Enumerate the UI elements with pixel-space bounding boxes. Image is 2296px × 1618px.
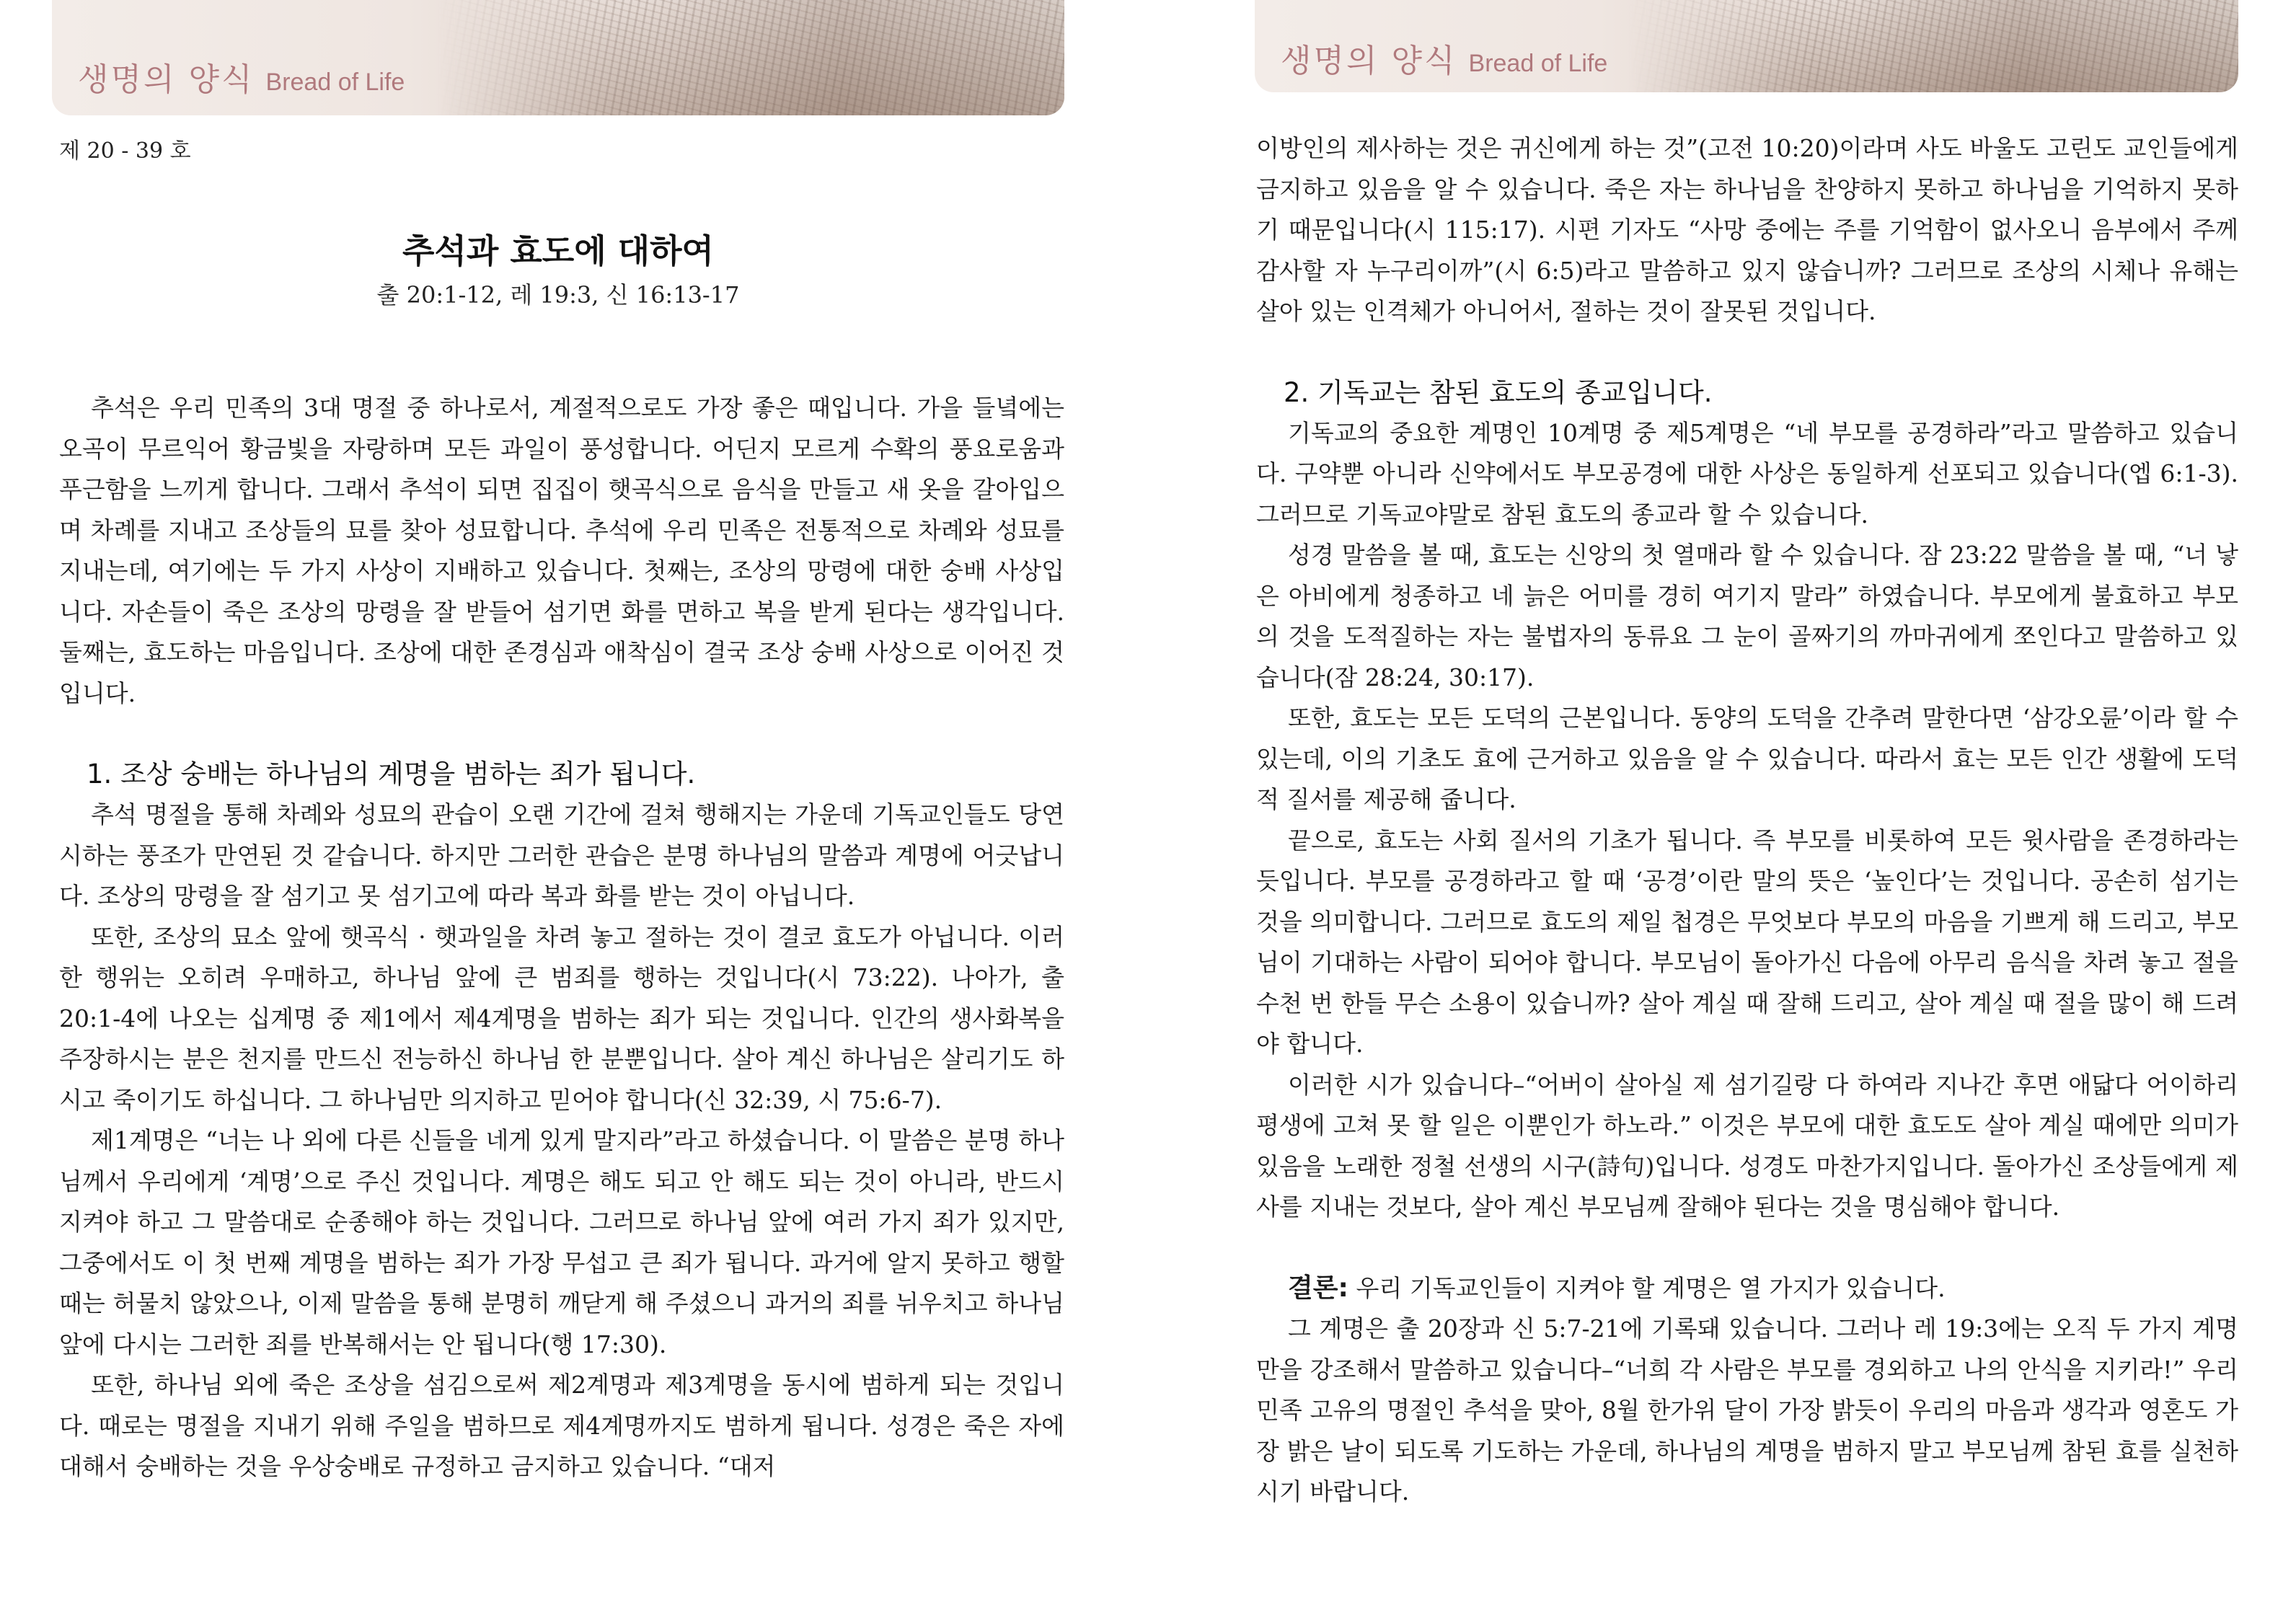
section-2-heading: 2. 기독교는 참된 효도의 종교입니다. (1284, 376, 1713, 408)
right-column-body (1256, 128, 2238, 1513)
banner-title-right (1281, 35, 1607, 81)
banner-title-korean-right: 생명의 양식 (1281, 43, 1457, 79)
section-1-paragraph-4: 또한, 하나님 외에 죽은 조상을 섬김으로써 제2계명과 제3계명을 동시에 범하게 되는 것입니다. 때로는 명절을 지내기 위해 주일을 범하므로 제4계명까지도 범하게 됩니다. 성경은 죽은 자에 대해서 숭배하는 것을 우상숭배로 규정하고 금지하고 있습니다. “대저 (59, 1371, 1064, 1480)
continued-paragraph: 이방인의 제사하는 것은 귀신에게 하는 것”(고전 10:20)이라며 사도 바울도 고린도 교인들에게 금지하고 있음을 알 수 있습니다. 죽은 자는 하나님을 찬양하지 못하고 하나님을 기억하지 못하기 때문입니다(시 115:17). 시편 기자도 “사망 중에는 주를 기억함이 없사오니 음부에서 주께 감사할 자 누구리이까”(시 6:5)라고 말씀하고 있지 않습니까? 그러므로 조상의 시체나 유해는 살아 있는 인격체가 아니어서, 절하는 것이 잘못된 것입니다. (1256, 134, 2238, 325)
banner-photo-texture (437, 0, 1064, 115)
header-banner (52, 0, 1064, 115)
conclusion-first-line (1256, 1268, 2238, 1309)
intro-paragraph: 추석은 우리 민족의 3대 명절 중 하나로서, 계절적으로도 가장 좋은 때입니다. 가을 들녘에는 오곡이 무르익어 황금빛을 자랑하며 모든 과일이 풍성합니다. 어딘지 모르게 수확의 풍요로움과 푸근함을 느끼게 합니다. 그래서 추석이 되면 집집이 햇곡식으로 음식을 만들고 새 옷을 갈아입으며 차례를 지내고 조상들의 묘를 찾아 성묘합니다. 추석에 우리 민족은 전통적으로 차례와 성묘를 지내는데, 여기에는 두 가지 사상이 지배하고 있습니다. 첫째는, 조상의 망령에 대한 숭배 사상입니다. 자손들이 죽은 조상의 망령을 잘 받들어 섬기면 화를 면하고 복을 받게 된다는 생각입니다. 둘째는, 효도하는 마음입니다. 조상에 대한 존경심과 애착심이 결국 조상 숭배 사상으로 이어진 것입니다. (59, 394, 1064, 707)
right-page (1148, 0, 2296, 1618)
sermon-title: 추석과 효도에 대하여 (402, 231, 714, 270)
banner-title (78, 53, 405, 100)
issue-number: 제 20 - 39 호 (59, 138, 191, 164)
banner-title-english-right: Bread of Life (1468, 50, 1608, 77)
banner-title-korean: 생명의 양식 (78, 61, 255, 98)
scripture-reference: 출 20:1-12, 레 19:3, 신 16:13-17 (376, 281, 740, 309)
conclusion-first-text: 우리 기독교인들이 지켜야 할 계명은 열 가지가 있습니다. (1356, 1273, 1946, 1302)
header-banner-right (1255, 0, 2238, 92)
section-2-paragraph-5: 이러한 시가 있습니다–“어버이 살아실 제 섬기길랑 다 하여라 지나간 후면 애닯다 어이하리 평생에 고쳐 못 할 일은 이뿐인가 하노라.” 이것은 부모에 대한 효도도 살아 계실 때에만 의미가 있음을 노래한 정철 선생의 시구(詩句)입니다. 성경도 마찬가지입니다. 돌아가신 조상들에게 제사를 지내는 것보다, 살아 계신 부모님께 잘해야 된다는 것을 명심해야 합니다. (1256, 1070, 2238, 1221)
section-2-paragraph-4: 끝으로, 효도는 사회 질서의 기초가 됩니다. 즉 부모를 비롯하여 모든 윗사람을 존경하라는 듯입니다. 부모를 공경하라고 할 때 ‘공경’이란 말의 뜻은 ‘높인다’는 것입니다. 공손히 섬기는 것을 의미합니다. 그러므로 효도의 제일 첩경은 무엇보다 부모의 마음을 기쁘게 해 드리고, 부모님이 기대하는 사람이 되어야 합니다. 부모님이 돌아가신 다음에 아무리 음식을 차려 놓고 절을 수천 번 한들 무슨 소용이 있습니까? 살아 계실 때 잘해 드리고, 살아 계실 때 절을 많이 해 드려야 합니다. (1256, 826, 2238, 1058)
section-1-paragraph-1: 추석 명절을 통해 차례와 성묘의 관습이 오랜 기간에 걸쳐 행해지는 가운데 기독교인들도 당연시하는 풍조가 만연된 것 같습니다. 하지만 그러한 관습은 분명 하나님의 말씀과 계명에 어긋납니다. 조상의 망령을 잘 섬기고 못 섬기고에 따라 복과 화를 받는 것이 아닙니다. (59, 800, 1064, 910)
banner-photo-texture-right (1628, 0, 2238, 92)
left-column-body (59, 388, 1064, 1487)
section-1-heading: 1. 조상 숭배는 하나님의 계명을 범하는 죄가 됩니다. (87, 759, 696, 790)
section-2-paragraph-1: 기독교의 중요한 계명인 10계명 중 제5계명은 “네 부모를 공경하라”라고 말씀하고 있습니다. 구약뿐 아니라 신약에서도 부모공경에 대한 사상은 동일하게 선포되고 있습니다(엡 6:1-3). 그러므로 기독교야말로 참된 효도의 종교라 할 수 있습니다. (1256, 418, 2238, 529)
conclusion-label: 결론: (1288, 1273, 1348, 1303)
conclusion-paragraph: 그 계명은 출 20장과 신 5:7-21에 기록돼 있습니다. 그러나 레 19:3에는 오직 두 가지 계명만을 강조해서 말씀하고 있습니다–“너희 각 사람은 부모를 경외하고 나의 안식을 지키라!” 우리 민족 고유의 명절인 추석을 맞아, 8월 한가위 달이 가장 밝듯이 우리의 마음과 생각과 영혼도 가장 밝은 날이 되도록 기도하는 가운데, 하나님의 계명을 범하지 말고 부모님께 참된 효를 실천하시기 바랍니다. (1256, 1314, 2238, 1506)
section-2-paragraph-3: 또한, 효도는 모든 도덕의 근본입니다. 동양의 도덕을 간추려 말한다면 ‘삼강오륜’이라 할 수 있는데, 이의 기초도 효에 근거하고 있음을 알 수 있습니다. 따라서 효는 모든 인간 생활에 도덕적 질서를 제공해 줍니다. (1256, 704, 2238, 813)
banner-title-english: Bread of Life (265, 68, 405, 96)
section-1-paragraph-3: 제1계명은 “너는 나 외에 다른 신들을 네게 있게 말지라”라고 하셨습니다. 이 말씀은 분명 하나님께서 우리에게 ‘계명’으로 주신 것입니다. 계명은 해도 되고 안 해도 되는 것이 아니라, 반드시 지켜야 하고 그 말씀대로 순종해야 하는 것입니다. 그러므로 하나님 앞에 여러 가지 죄가 있지만, 그중에서도 이 첫 번째 계명을 범하는 죄가 가장 무섭고 큰 죄가 됩니다. 과거에 알지 못하고 행할 때는 허물치 않았으나, 이제 말씀을 통해 분명히 깨닫게 해 주셨으니 과거의 죄를 뉘우치고 하나님 앞에 다시는 그러한 죄를 반복해서는 안 됩니다(행 17:30). (59, 1126, 1064, 1358)
section-2-paragraph-2: 성경 말씀을 볼 때, 효도는 신앙의 첫 열매라 할 수 있습니다. 잠 23:22 말씀을 볼 때, “너 낳은 아비에게 청종하고 네 늙은 어미를 경히 여기지 말라” 하였습니다. 부모에게 불효하고 부모의 것을 도적질하는 자는 불법자의 동류요 그 눈이 골짜기의 까마귀에게 쪼인다고 말씀하고 있습니다(잠 28:24, 30:17). (1256, 541, 2238, 691)
section-1-paragraph-2: 또한, 조상의 묘소 앞에 햇곡식 · 햇과일을 차려 놓고 절하는 것이 결코 효도가 아닙니다. 이러한 행위는 오히려 우매하고, 하나님 앞에 큰 범죄를 행하는 것입니다(시 73:22). 나아가, 출 20:1-4에 나오는 십계명 중 제1에서 제4계명을 범하는 죄가 되는 것입니다. 인간의 생사화복을 주장하시는 분은 천지를 만드신 전능하신 하나님 한 분뿐입니다. 살아 계신 하나님은 살리기도 하시고 죽이기도 하십니다. 그 하나님만 의지하고 믿어야 합니다(신 32:39, 시 75:6-7). (59, 922, 1064, 1114)
